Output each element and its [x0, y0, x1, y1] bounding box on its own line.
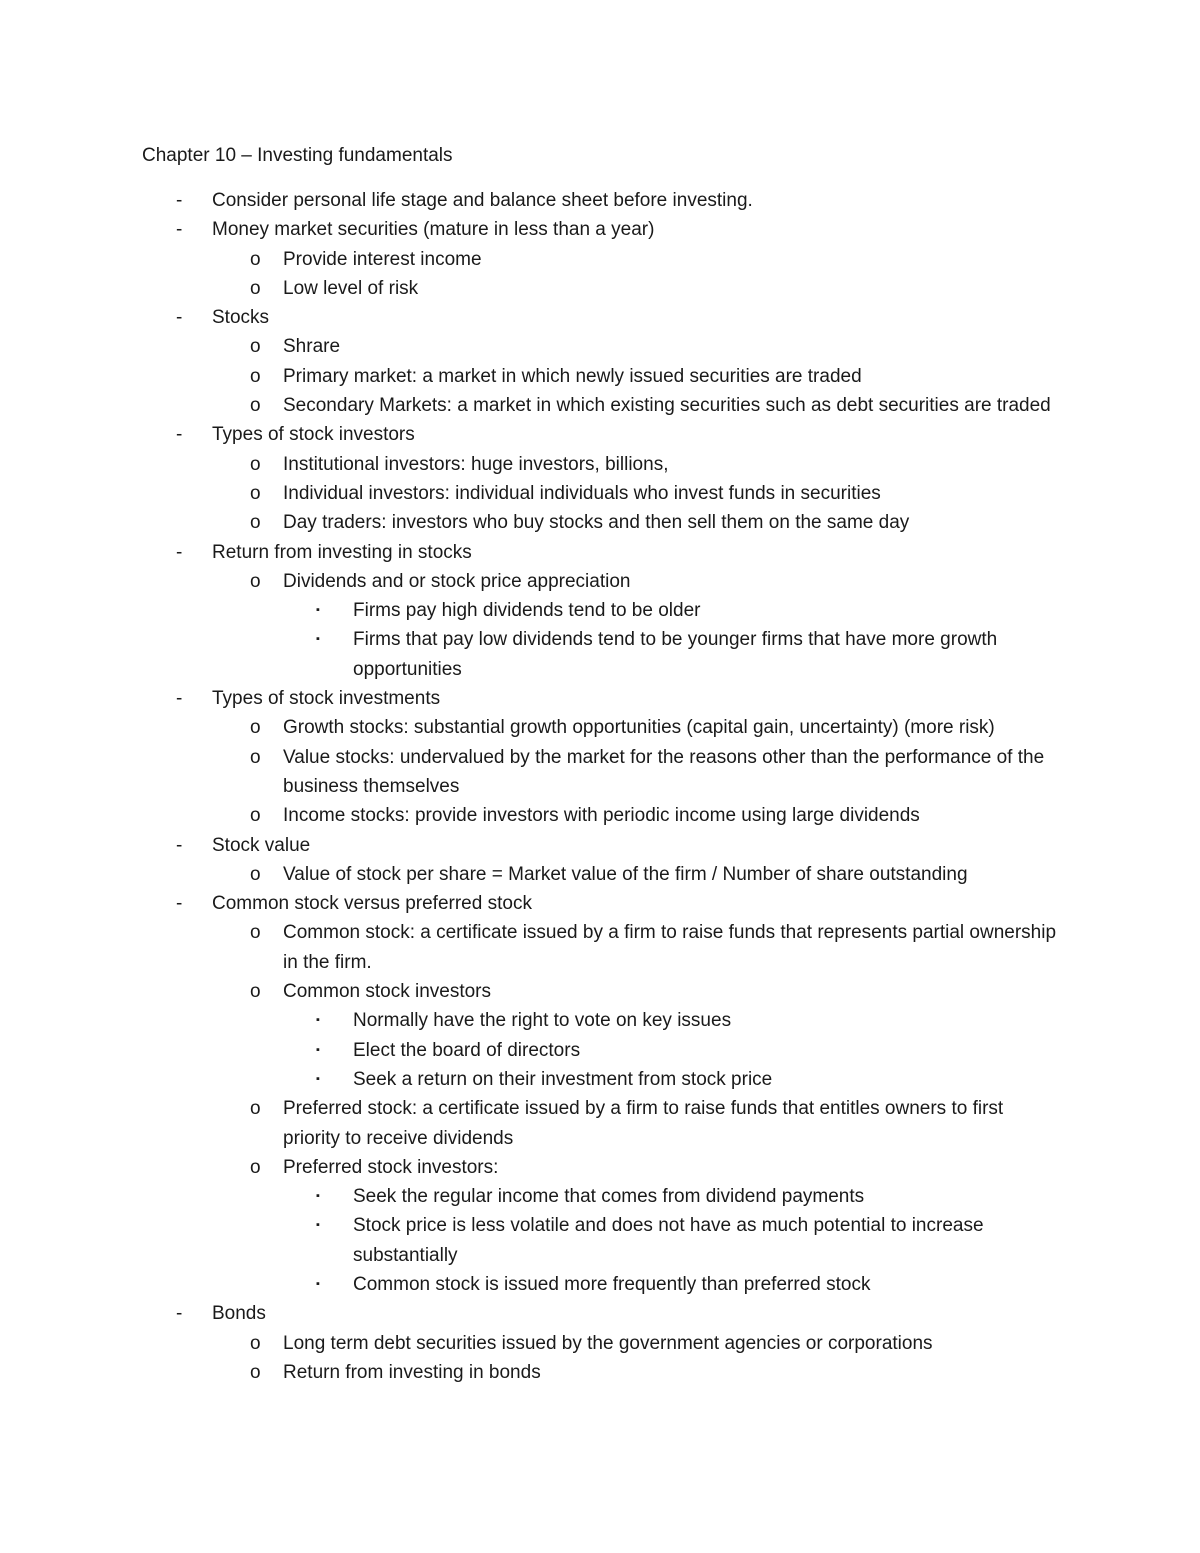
- bullet-marker: o: [250, 482, 261, 504]
- outline-item-level-3: [0, 1211, 1053, 1270]
- bullet-marker: -: [176, 424, 183, 446]
- bullet-marker: ▪: [316, 1190, 320, 1203]
- outline-item-level-2: [0, 332, 1058, 361]
- bullet-marker: o: [250, 570, 261, 592]
- outline-item-text: Common stock investors: [283, 981, 492, 1003]
- bullet-marker: -: [176, 219, 183, 241]
- bullet-marker: ▪: [316, 1219, 320, 1232]
- outline-item-level-2: [0, 1358, 1058, 1387]
- outline-item-level-2: [0, 362, 1058, 391]
- outline-item-level-3: [0, 596, 1053, 625]
- bullet-marker: -: [176, 893, 183, 915]
- outline-item-level-2: [0, 918, 1058, 977]
- bullet-marker: o: [250, 336, 261, 358]
- outline-item-level-2: [0, 801, 1058, 830]
- outline-item-text: Individual investors: individual individuals who invest funds in securities: [283, 482, 881, 504]
- outline-item-text: Bonds: [212, 1303, 266, 1325]
- bullet-marker: ▪: [316, 1277, 320, 1290]
- outline-item-level-1: [0, 420, 1200, 449]
- outline-item-text: Institutional investors: huge investors, billions,: [283, 453, 669, 475]
- outline-item-text: Value of stock per share = Market value of the firm / Number of share outstanding: [283, 863, 968, 885]
- outline-item-level-1: [0, 1299, 1200, 1328]
- bullet-marker: o: [250, 395, 261, 417]
- outline-item-level-2: [0, 860, 1058, 889]
- bullet-marker: ▪: [316, 604, 320, 617]
- outline-item-level-1: [0, 831, 1200, 860]
- outline-item-text: Stock value: [212, 834, 311, 856]
- outline-item-text: Long term debt securities issued by the government agencies or corporations: [283, 1332, 933, 1354]
- outline-item-level-1: [0, 215, 1200, 244]
- bullet-marker: -: [176, 834, 183, 856]
- page-title: Chapter 10 – Investing fundamentals: [142, 145, 453, 166]
- bullet-marker: o: [250, 746, 261, 768]
- outline-item-text: Preferred stock: a certificate issued by a firm to raise funds that entitles owners to first priority to receive dividends: [283, 1098, 1004, 1149]
- outline-item-text: Common stock: a certificate issued by a firm to raise funds that represents partial ownership in the firm.: [283, 922, 1057, 973]
- outline-item-level-2: [0, 245, 1058, 274]
- outline-item-text: Types of stock investors: [212, 424, 415, 446]
- bullet-marker: -: [176, 307, 183, 329]
- outline-item-text: Provide interest income: [283, 248, 482, 270]
- outline-item-text: Income stocks: provide investors with periodic income using large dividends: [283, 805, 920, 827]
- bullet-marker: o: [250, 863, 261, 885]
- outline-item-text: Elect the board of directors: [353, 1039, 581, 1061]
- outline-item-text: Money market securities (mature in less than a year): [212, 219, 655, 241]
- outline-item-level-2: [0, 508, 1058, 537]
- outline-item-text: Return from investing in stocks: [212, 541, 472, 563]
- outline-item-text: Stocks: [212, 307, 270, 329]
- bullet-marker: o: [250, 1156, 261, 1178]
- bullet-marker: o: [250, 512, 261, 534]
- outline-item-level-2: [0, 713, 1058, 742]
- outline-item-level-2: [0, 567, 1058, 596]
- bullet-marker: o: [250, 805, 261, 827]
- bullet-marker: -: [176, 1303, 183, 1325]
- bullet-marker: ▪: [316, 1043, 320, 1056]
- bullet-marker: o: [250, 453, 261, 475]
- outline-item-text: Growth stocks: substantial growth opportunities (capital gain, uncertainty) (more risk): [283, 717, 995, 739]
- bullet-marker: o: [250, 981, 261, 1003]
- bullet-marker: -: [176, 688, 183, 710]
- bullet-marker: o: [250, 1332, 261, 1354]
- bullet-marker: o: [250, 248, 261, 270]
- bullet-marker: ▪: [316, 633, 320, 646]
- bullet-marker: ▪: [316, 1014, 320, 1027]
- bullet-marker: -: [176, 190, 183, 211]
- outline-item-text: Types of stock investments: [212, 688, 441, 710]
- bullet-outline: [0, 186, 1200, 1387]
- outline-item-text: Dividends and or stock price appreciation: [283, 570, 631, 592]
- outline-item-text: Preferred stock investors:: [283, 1156, 499, 1178]
- outline-item-level-2: [0, 274, 1058, 303]
- bullet-marker: o: [250, 277, 261, 299]
- bullet-marker: ▪: [316, 1072, 320, 1085]
- outline-item-level-3: [0, 1065, 1053, 1094]
- outline-item-level-3: [0, 1270, 1053, 1299]
- outline-item-level-3: [0, 1006, 1053, 1035]
- outline-item-text: Shrare: [283, 336, 341, 358]
- outline-item-level-3: [0, 625, 1053, 684]
- outline-item-level-1: [0, 538, 1200, 567]
- outline-item-level-2: [0, 977, 1058, 1006]
- outline-item-level-2: [0, 391, 1058, 420]
- outline-item-level-1: [0, 186, 1200, 215]
- outline-item-text: Common stock is issued more frequently than preferred stock: [353, 1273, 871, 1295]
- outline-item-text: Primary market: a market in which newly issued securities are traded: [283, 365, 862, 387]
- outline-item-level-3: [0, 1036, 1053, 1065]
- outline-item-text: Day traders: investors who buy stocks and then sell them on the same day: [283, 512, 910, 534]
- outline-item-text: Consider personal life stage and balance sheet before investing.: [212, 190, 753, 211]
- outline-item-level-2: [0, 743, 1058, 802]
- bullet-marker: o: [250, 922, 261, 944]
- bullet-marker: o: [250, 365, 261, 387]
- outline-item-level-2: [0, 450, 1058, 479]
- outline-item-text: Secondary Markets: a market in which existing securities such as debt securities are traded: [283, 395, 1051, 417]
- outline-item-text: Common stock versus preferred stock: [212, 893, 532, 915]
- outline-item-level-1: [0, 684, 1200, 713]
- bullet-marker: o: [250, 1361, 261, 1383]
- outline-item-level-1: [0, 303, 1200, 332]
- outline-item-text: Firms pay high dividends tend to be older: [353, 600, 701, 622]
- outline-item-text: Return from investing in bonds: [283, 1361, 541, 1383]
- outline-item-text: Normally have the right to vote on key issues: [353, 1010, 732, 1032]
- bullet-marker: o: [250, 1098, 261, 1120]
- bullet-marker: o: [250, 717, 261, 739]
- outline-item-level-2: [0, 1094, 1058, 1153]
- outline-item-level-2: [0, 1329, 1058, 1358]
- outline-item-text: Low level of risk: [283, 277, 419, 299]
- outline-item-text: Firms that pay low dividends tend to be younger firms that have more growth opportunities: [353, 629, 998, 680]
- outline-item-text: Value stocks: undervalued by the market for the reasons other than the performance of the business themselves: [283, 746, 1045, 797]
- outline-item-level-2: [0, 479, 1058, 508]
- outline-item-level-1: [0, 889, 1200, 918]
- outline-item-level-3: [0, 1182, 1053, 1211]
- outline-item-text: Seek the regular income that comes from dividend payments: [353, 1186, 865, 1208]
- outline-item-text: Stock price is less volatile and does not have as much potential to increase substantially: [353, 1215, 984, 1266]
- outline-item-text: Seek a return on their investment from stock price: [353, 1068, 773, 1090]
- bullet-marker: -: [176, 541, 183, 563]
- outline-item-level-2: [0, 1153, 1058, 1182]
